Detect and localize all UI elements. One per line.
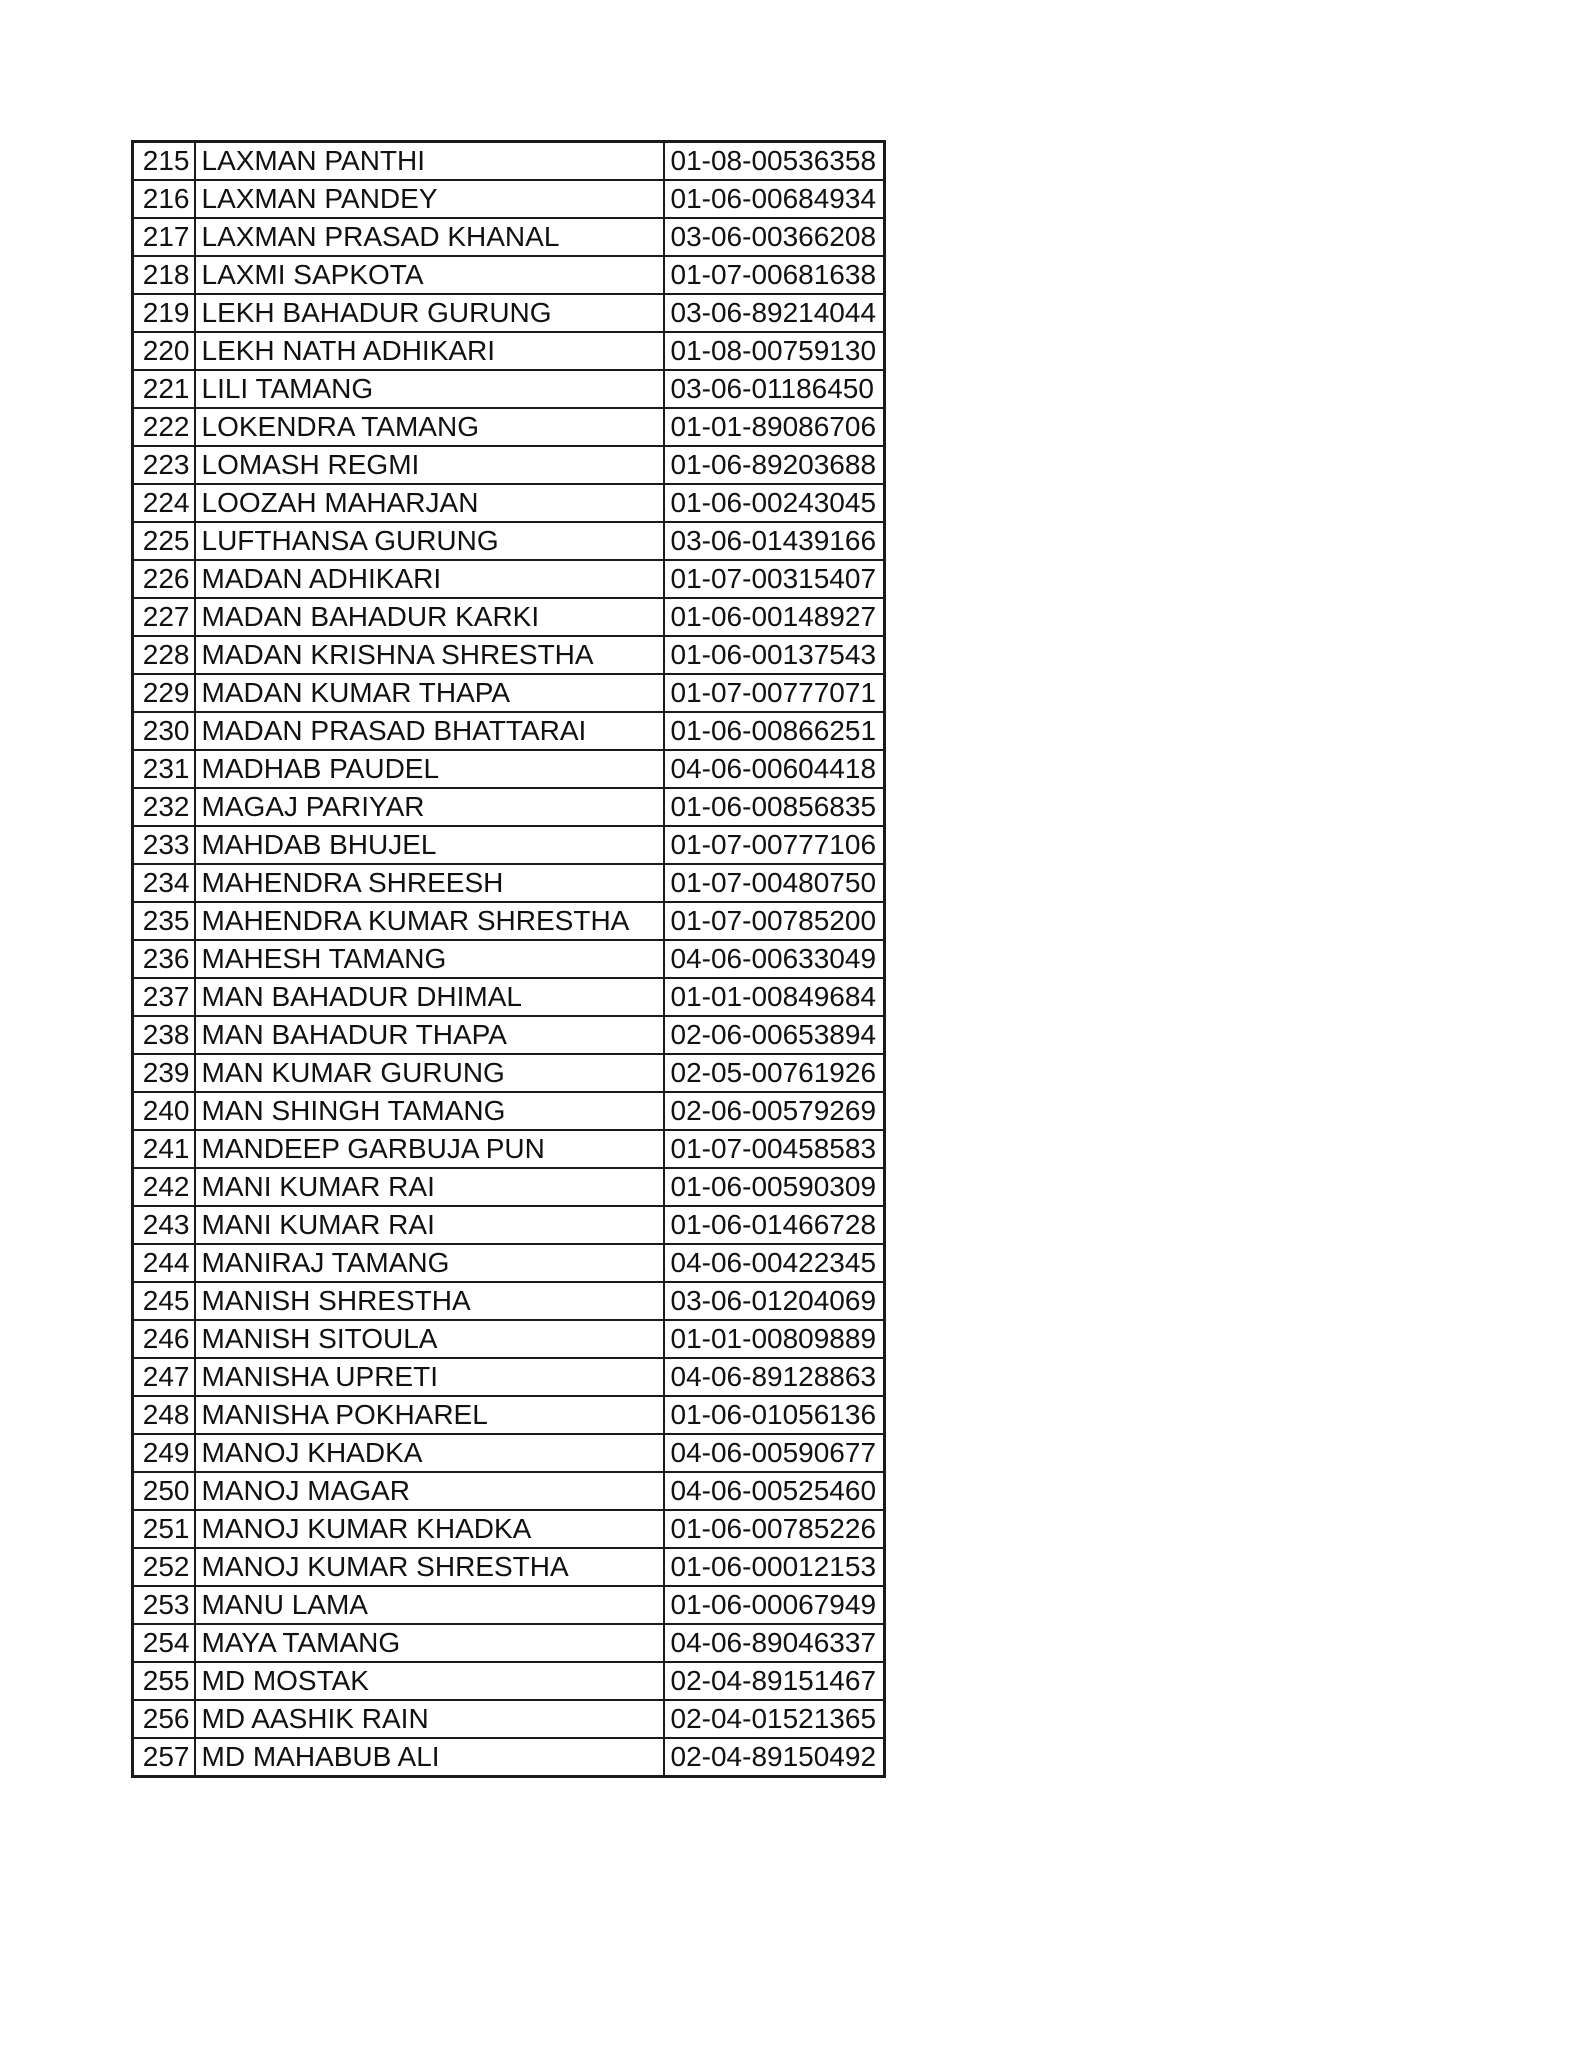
serial-number-cell: 219 xyxy=(133,294,195,332)
id-number-cell: 03-06-01204069 xyxy=(664,1282,885,1320)
table-row xyxy=(133,598,885,636)
serial-number-cell: 255 xyxy=(133,1662,195,1700)
serial-number-cell: 225 xyxy=(133,522,195,560)
id-number-cell: 01-06-00148927 xyxy=(664,598,885,636)
serial-number-cell: 221 xyxy=(133,370,195,408)
name-cell: LEKH BAHADUR GURUNG xyxy=(195,294,664,332)
serial-number-cell: 247 xyxy=(133,1358,195,1396)
serial-number-cell: 233 xyxy=(133,826,195,864)
table-row xyxy=(133,1054,885,1092)
table-row xyxy=(133,294,885,332)
id-number-cell: 01-07-00458583 xyxy=(664,1130,885,1168)
serial-number-cell: 245 xyxy=(133,1282,195,1320)
serial-number-cell: 240 xyxy=(133,1092,195,1130)
name-cell: MANOJ KUMAR SHRESTHA xyxy=(195,1548,664,1586)
table-row xyxy=(133,750,885,788)
name-cell: MADAN PRASAD BHATTARAI xyxy=(195,712,664,750)
table-row xyxy=(133,1624,885,1662)
serial-number-cell: 246 xyxy=(133,1320,195,1358)
serial-number-cell: 226 xyxy=(133,560,195,598)
serial-number-cell: 253 xyxy=(133,1586,195,1624)
id-number-cell: 01-08-00536358 xyxy=(664,142,885,181)
serial-number-cell: 218 xyxy=(133,256,195,294)
table-row xyxy=(133,218,885,256)
serial-number-cell: 257 xyxy=(133,1738,195,1777)
serial-number-cell: 222 xyxy=(133,408,195,446)
table-row xyxy=(133,1168,885,1206)
serial-number-cell: 220 xyxy=(133,332,195,370)
name-cell: LAXMAN PRASAD KHANAL xyxy=(195,218,664,256)
id-number-cell: 02-04-89151467 xyxy=(664,1662,885,1700)
id-number-cell: 04-06-00590677 xyxy=(664,1434,885,1472)
table-row xyxy=(133,902,885,940)
table-row xyxy=(133,1472,885,1510)
roster-body xyxy=(133,142,885,1777)
serial-number-cell: 249 xyxy=(133,1434,195,1472)
name-cell: MADAN KRISHNA SHRESTHA xyxy=(195,636,664,674)
id-number-cell: 01-01-89086706 xyxy=(664,408,885,446)
serial-number-cell: 229 xyxy=(133,674,195,712)
id-number-cell: 01-07-00777071 xyxy=(664,674,885,712)
id-number-cell: 01-07-00480750 xyxy=(664,864,885,902)
table-row xyxy=(133,1510,885,1548)
name-cell: MD MOSTAK xyxy=(195,1662,664,1700)
serial-number-cell: 250 xyxy=(133,1472,195,1510)
table-row xyxy=(133,1586,885,1624)
id-number-cell: 01-07-00785200 xyxy=(664,902,885,940)
table-row xyxy=(133,1738,885,1777)
table-row xyxy=(133,1244,885,1282)
table-row xyxy=(133,864,885,902)
name-cell: LAXMAN PANDEY xyxy=(195,180,664,218)
table-row xyxy=(133,1700,885,1738)
name-cell: MANIRAJ TAMANG xyxy=(195,1244,664,1282)
name-cell: MD AASHIK RAIN xyxy=(195,1700,664,1738)
table-row xyxy=(133,636,885,674)
table-row xyxy=(133,1320,885,1358)
id-number-cell: 01-06-00137543 xyxy=(664,636,885,674)
id-number-cell: 04-06-89046337 xyxy=(664,1624,885,1662)
table-row xyxy=(133,1396,885,1434)
name-cell: MANDEEP GARBUJA PUN xyxy=(195,1130,664,1168)
name-cell: LAXMI SAPKOTA xyxy=(195,256,664,294)
table-row xyxy=(133,788,885,826)
id-number-cell: 01-06-00067949 xyxy=(664,1586,885,1624)
id-number-cell: 04-06-00525460 xyxy=(664,1472,885,1510)
table-row xyxy=(133,1434,885,1472)
id-number-cell: 03-06-01186450 xyxy=(664,370,885,408)
table-row xyxy=(133,484,885,522)
table-row xyxy=(133,1016,885,1054)
name-cell: MAGAJ PARIYAR xyxy=(195,788,664,826)
name-cell: MAN SHINGH TAMANG xyxy=(195,1092,664,1130)
name-cell: MD MAHABUB ALI xyxy=(195,1738,664,1777)
table-row xyxy=(133,180,885,218)
serial-number-cell: 251 xyxy=(133,1510,195,1548)
table-row xyxy=(133,1358,885,1396)
id-number-cell: 04-06-00604418 xyxy=(664,750,885,788)
table-row xyxy=(133,940,885,978)
table-row xyxy=(133,408,885,446)
id-number-cell: 01-07-00681638 xyxy=(664,256,885,294)
id-number-cell: 01-06-01056136 xyxy=(664,1396,885,1434)
id-number-cell: 01-01-00809889 xyxy=(664,1320,885,1358)
serial-number-cell: 239 xyxy=(133,1054,195,1092)
table-row xyxy=(133,142,885,181)
name-cell: MANU LAMA xyxy=(195,1586,664,1624)
name-cell: MAHDAB BHUJEL xyxy=(195,826,664,864)
name-cell: MAHENDRA SHREESH xyxy=(195,864,664,902)
name-cell: MANISH SHRESTHA xyxy=(195,1282,664,1320)
name-cell: MAN BAHADUR DHIMAL xyxy=(195,978,664,1016)
name-cell: LOOZAH MAHARJAN xyxy=(195,484,664,522)
serial-number-cell: 252 xyxy=(133,1548,195,1586)
id-number-cell: 02-04-89150492 xyxy=(664,1738,885,1777)
id-number-cell: 04-06-00633049 xyxy=(664,940,885,978)
serial-number-cell: 256 xyxy=(133,1700,195,1738)
id-number-cell: 02-05-00761926 xyxy=(664,1054,885,1092)
table-row xyxy=(133,978,885,1016)
table-row xyxy=(133,332,885,370)
name-cell: MANOJ MAGAR xyxy=(195,1472,664,1510)
serial-number-cell: 228 xyxy=(133,636,195,674)
id-number-cell: 02-06-00579269 xyxy=(664,1092,885,1130)
serial-number-cell: 227 xyxy=(133,598,195,636)
table-row xyxy=(133,674,885,712)
id-number-cell: 01-01-00849684 xyxy=(664,978,885,1016)
name-cell: LOMASH REGMI xyxy=(195,446,664,484)
table-row xyxy=(133,1662,885,1700)
id-number-cell: 04-06-00422345 xyxy=(664,1244,885,1282)
table-row xyxy=(133,1206,885,1244)
serial-number-cell: 217 xyxy=(133,218,195,256)
name-cell: MAN KUMAR GURUNG xyxy=(195,1054,664,1092)
serial-number-cell: 231 xyxy=(133,750,195,788)
table-row xyxy=(133,1548,885,1586)
table-row xyxy=(133,256,885,294)
serial-number-cell: 216 xyxy=(133,180,195,218)
name-cell: LUFTHANSA GURUNG xyxy=(195,522,664,560)
serial-number-cell: 242 xyxy=(133,1168,195,1206)
name-cell: MANISH SITOULA xyxy=(195,1320,664,1358)
name-cell: MAHENDRA KUMAR SHRESTHA xyxy=(195,902,664,940)
id-number-cell: 01-06-00684934 xyxy=(664,180,885,218)
name-cell: MANOJ KUMAR KHADKA xyxy=(195,1510,664,1548)
id-number-cell: 01-06-89203688 xyxy=(664,446,885,484)
name-cell: MANISHA POKHAREL xyxy=(195,1396,664,1434)
name-cell: LEKH NATH ADHIKARI xyxy=(195,332,664,370)
name-cell: MAYA TAMANG xyxy=(195,1624,664,1662)
name-cell: MADHAB PAUDEL xyxy=(195,750,664,788)
id-number-cell: 01-06-00012153 xyxy=(664,1548,885,1586)
serial-number-cell: 241 xyxy=(133,1130,195,1168)
serial-number-cell: 235 xyxy=(133,902,195,940)
name-cell: MADAN KUMAR THAPA xyxy=(195,674,664,712)
id-number-cell: 01-06-01466728 xyxy=(664,1206,885,1244)
name-cell: MAHESH TAMANG xyxy=(195,940,664,978)
id-number-cell: 02-04-01521365 xyxy=(664,1700,885,1738)
name-cell: MADAN BAHADUR KARKI xyxy=(195,598,664,636)
serial-number-cell: 238 xyxy=(133,1016,195,1054)
serial-number-cell: 237 xyxy=(133,978,195,1016)
id-number-cell: 02-06-00653894 xyxy=(664,1016,885,1054)
name-cell: MADAN ADHIKARI xyxy=(195,560,664,598)
name-cell: MANI KUMAR RAI xyxy=(195,1168,664,1206)
table-row xyxy=(133,446,885,484)
id-number-cell: 01-07-00315407 xyxy=(664,560,885,598)
table-row xyxy=(133,522,885,560)
serial-number-cell: 215 xyxy=(133,142,195,181)
serial-number-cell: 236 xyxy=(133,940,195,978)
name-cell: LOKENDRA TAMANG xyxy=(195,408,664,446)
roster-table xyxy=(131,140,886,1778)
id-number-cell: 01-06-00785226 xyxy=(664,1510,885,1548)
id-number-cell: 04-06-89128863 xyxy=(664,1358,885,1396)
id-number-cell: 01-06-00243045 xyxy=(664,484,885,522)
id-number-cell: 03-06-89214044 xyxy=(664,294,885,332)
table-row xyxy=(133,826,885,864)
serial-number-cell: 248 xyxy=(133,1396,195,1434)
name-cell: MANISHA UPRETI xyxy=(195,1358,664,1396)
id-number-cell: 03-06-01439166 xyxy=(664,522,885,560)
serial-number-cell: 243 xyxy=(133,1206,195,1244)
name-cell: MAN BAHADUR THAPA xyxy=(195,1016,664,1054)
serial-number-cell: 224 xyxy=(133,484,195,522)
name-cell: MANOJ KHADKA xyxy=(195,1434,664,1472)
id-number-cell: 01-08-00759130 xyxy=(664,332,885,370)
serial-number-cell: 232 xyxy=(133,788,195,826)
table-row xyxy=(133,1092,885,1130)
id-number-cell: 01-06-00866251 xyxy=(664,712,885,750)
table-row xyxy=(133,560,885,598)
table-row xyxy=(133,370,885,408)
id-number-cell: 03-06-00366208 xyxy=(664,218,885,256)
id-number-cell: 01-06-00856835 xyxy=(664,788,885,826)
serial-number-cell: 230 xyxy=(133,712,195,750)
id-number-cell: 01-07-00777106 xyxy=(664,826,885,864)
name-cell: MANI KUMAR RAI xyxy=(195,1206,664,1244)
table-row xyxy=(133,1130,885,1168)
serial-number-cell: 223 xyxy=(133,446,195,484)
serial-number-cell: 244 xyxy=(133,1244,195,1282)
name-cell: LILI TAMANG xyxy=(195,370,664,408)
serial-number-cell: 254 xyxy=(133,1624,195,1662)
id-number-cell: 01-06-00590309 xyxy=(664,1168,885,1206)
table-row xyxy=(133,712,885,750)
name-cell: LAXMAN PANTHI xyxy=(195,142,664,181)
serial-number-cell: 234 xyxy=(133,864,195,902)
table-row xyxy=(133,1282,885,1320)
